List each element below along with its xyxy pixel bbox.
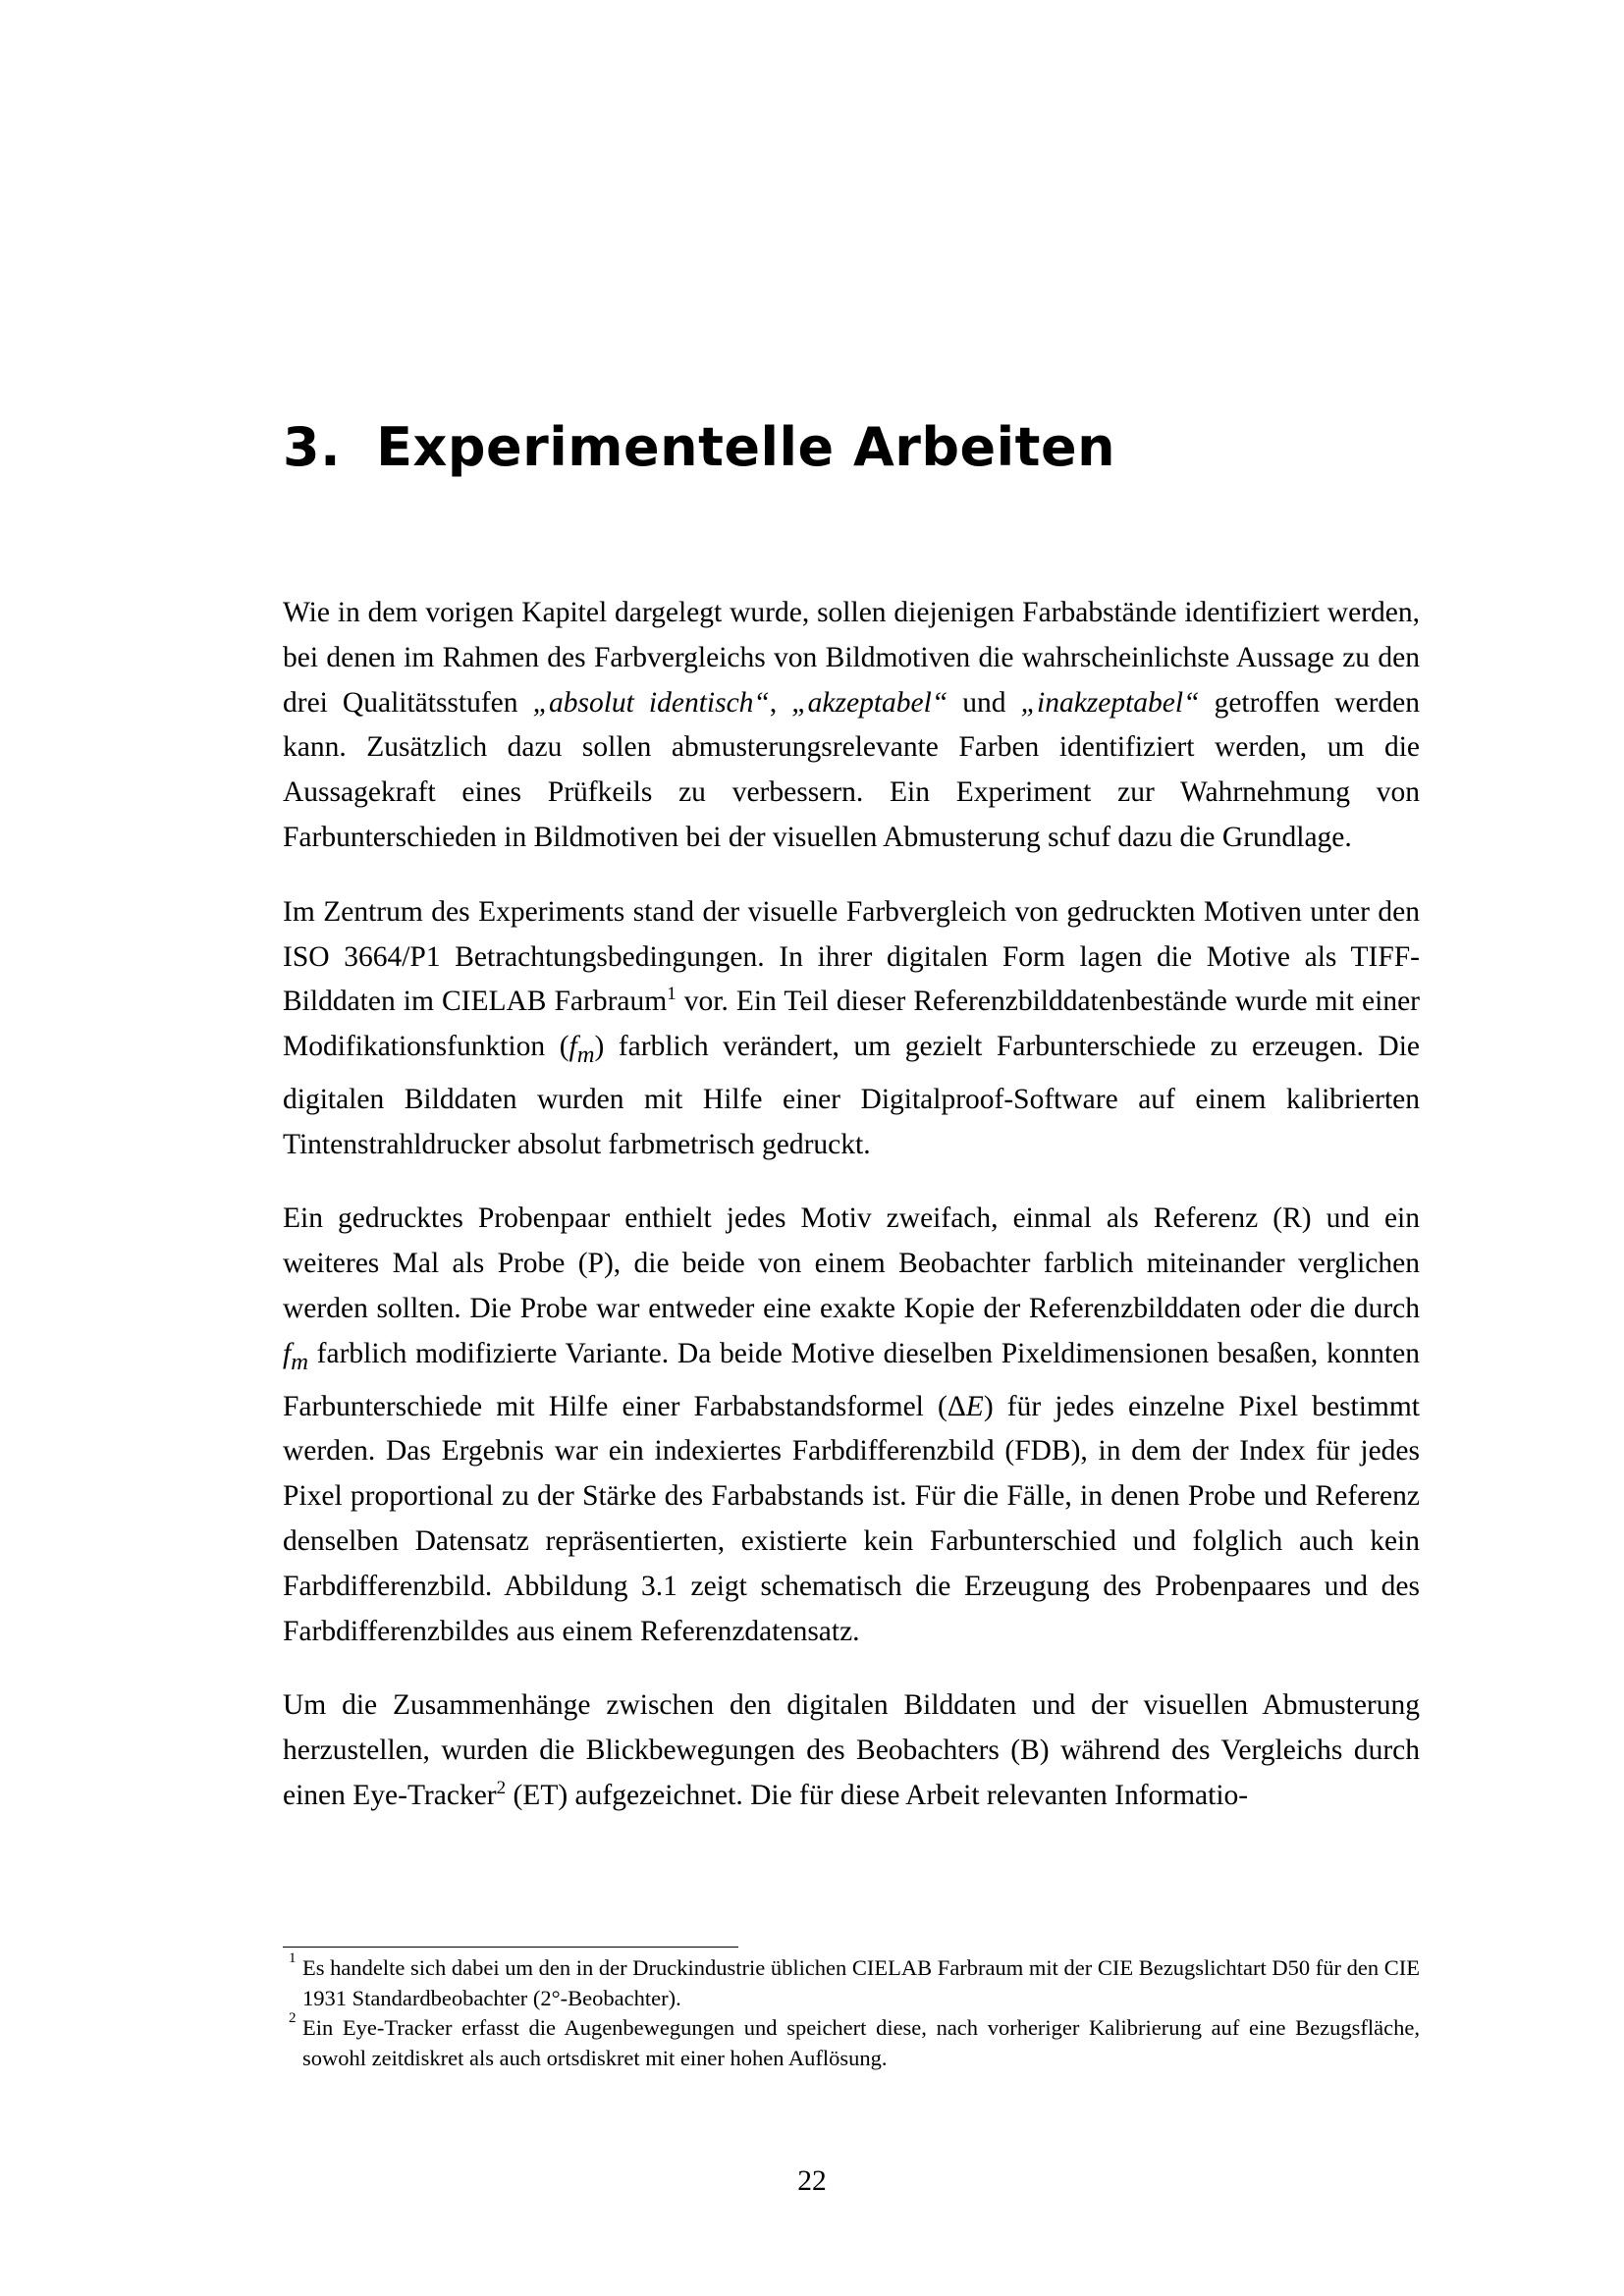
paragraph-4-text: Um die Zusammenhänge zwischen den digitalen Bilddaten und der visuellen Abmusterung herzustellen, wurden die Blickbewegungen des Beobachters (B) während des Vergleichs durch einen Eye-Tracker [283, 1689, 1420, 1811]
quality-level-akzeptabel: „akzeptabel“ [791, 686, 948, 719]
footnote-ref-1[interactable]: 1 [667, 984, 677, 1005]
page-number: 22 [797, 2165, 827, 2197]
body-text [283, 591, 1420, 1819]
paragraph-1-text-cont: getroffen werden kann. Zusätzlich dazu sollen abmusterungsrelevante Farben identifiziert werden, um die Aussagekraft eines Prüfkeils zu verbessern. Ein Experiment zur Wahrnehmung von Farbunterschieden in Bildmotiven bei der visuellen Abmusterung schuf dazu die Grundlage. [283, 686, 1421, 853]
paragraph-4-text-cont: (ET) aufgezeichnet. Die für diese Arbeit relevanten Informatio- [506, 1779, 1249, 1811]
paragraph-2-text-cont: vor. Ein Teil dieser Referenzbilddatenbestände wurde mit einer Modifikationsfunktion ( [283, 986, 1420, 1063]
paragraph-3-text: Ein gedrucktes Probenpaar enthielt jedes Motiv zweifach, einmal als Referenz (R) und ein weiteres Mal als Probe (P), die beide von einem Beobachter farblich miteinander verglichen werden sollten. Die Probe war entweder eine exakte Kopie der Referenzbilddaten oder die durch [283, 1202, 1420, 1325]
paragraph-3-text-cont: farblich modifizierte Variante. Da beide Motive dieselben Pixeldimensionen besaßen, konnten Farbunterschiede mit Hilfe einer Farbabstandsformel ( [283, 1337, 1420, 1422]
chapter-title: Experimentelle Arbeiten [376, 416, 1116, 478]
paragraph-2-text: Im Zentrum des Experiments stand der visuelle Farbvergleich von gedruckten Motiven unter den ISO 3664/P1 Betrachtungsbedingungen. In ihrer digitalen Form lagen die Motive als TIFF-Bilddaten im CIELAB Farbraum [283, 895, 1420, 1018]
chapter-number: 3. [283, 416, 342, 478]
paragraph-1 [283, 591, 1420, 861]
math-subscript-m: m [291, 1348, 308, 1375]
footnote-mark: 2 [289, 2010, 297, 2026]
paragraph-3 [283, 1197, 1420, 1654]
math-f: f [283, 1337, 292, 1369]
footnote-ref-2[interactable]: 2 [496, 1777, 507, 1798]
paragraph-3-text-end: ) für jedes einzelne Pixel bestimmt werden. Das Ergebnis war ein indexiertes Farbdifferenzbild (FDB), in dem der Index für jedes Pixel proportional zu der Stärke des Farbabstands ist. Für die Fälle, in denen Probe und Referenz denselben Datensatz repräsentierten, existierte kein Farbunterschied und folglich auch kein Farbdifferenzbild. Abbildung 3.1 zeigt schematisch die Erzeugung des Probenpaares und des Farbdifferenzbildes aus einem Referenzdatensatz. [283, 1390, 1420, 1647]
footnote-text: Es handelte sich dabei um den in der Druckindustrie üblichen CIELAB Farbraum mit der CIE Bezugslichtart D50 für den CIE 1931 Standardbeobachter (2°-Beobachter). [302, 1955, 1420, 2010]
footnote-divider [283, 1947, 738, 1948]
paragraph-2-text-end: ) farblich verändert, um gezielt Farbunterschiede zu erzeugen. Die digitalen Bilddaten wurden mit Hilfe einer Digitalproof-Software auf einem kalibrierten Tintenstrahldrucker absolut farbmetrisch gedruckt. [283, 1031, 1420, 1160]
paragraph-2 [283, 890, 1420, 1168]
footnote-text: Ein Eye-Tracker erfasst die Augenbewegungen und speichert diese, nach vorheriger Kalibrierung auf eine Bezugsfläche, sowohl zeitdiskret als auch ortsdiskret mit einer hohen Auflösung. [302, 2015, 1420, 2070]
footnote-2 [283, 2010, 1420, 2073]
math-subscript-m: m [576, 1041, 595, 1069]
quality-level-inakzeptabel: „inakzeptabel“ [1020, 686, 1200, 719]
paragraph-1-text: Wie in dem vorigen Kapitel dargelegt wurde, sollen diejenigen Farbabstände identifiziert werden, bei denen im Rahmen des Farbvergleichs von Bildmotiven die wahrscheinlichste Aussage zu den drei Qualitätsstufen [283, 597, 1420, 719]
footnotes [283, 1947, 1420, 2073]
paragraph-4 [283, 1683, 1420, 1818]
separator: , [769, 686, 792, 719]
math-delta: Δ [947, 1390, 966, 1422]
footnote-mark: 1 [289, 1950, 297, 1966]
footnote-1 [283, 1950, 1420, 2013]
quality-level-absolut-identisch: „absolut identisch“ [532, 686, 770, 719]
math-f: f [568, 1031, 577, 1063]
math-e: E [965, 1390, 984, 1422]
chapter-heading [283, 416, 1115, 480]
separator: und [947, 686, 1021, 719]
